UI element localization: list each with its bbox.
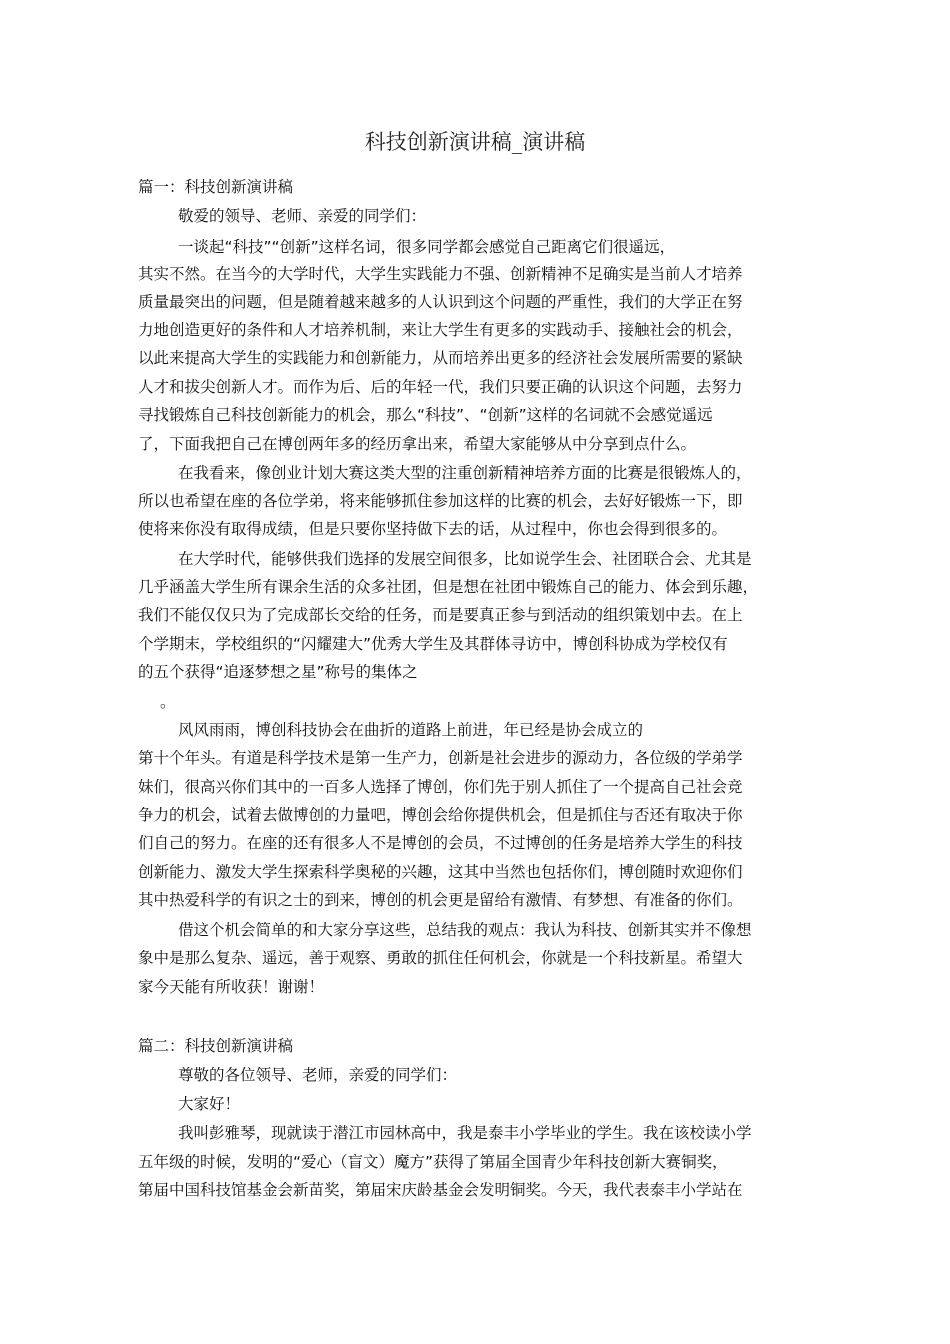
text-line: 第十个年头。有道是科学技术是第一生产力，创新是社会进步的源动力，各位级的学弟学	[138, 749, 743, 767]
text-line: 大家好！	[178, 1095, 241, 1113]
text-line: 五年级的时候，发明的“爱心（盲文）魔方”获得了第届全国青少年科技创新大赛铜奖，	[138, 1153, 728, 1171]
text-line: 在我看来，像创业计划大赛这类大型的注重创新精神培养方面的比赛是很锻炼人的，	[178, 464, 752, 482]
text-line: 创新能力、激发大学生探索科学奥秘的兴趣，这其中当然也包括你们，博创随时欢迎你们	[138, 863, 743, 881]
text-line: 其实不然。在当今的大学时代，大学生实践能力不强、创新精神不足确实是当前人才培养	[138, 265, 743, 283]
document-title: 科技创新演讲稿_演讲稿	[364, 130, 586, 154]
text-line: 所以也希望在座的各位学弟，将来能够抓住参加这样的比赛的机会，去好好锻炼一下，即	[138, 492, 743, 510]
section-heading: 篇二：科技创新演讲稿	[138, 1037, 294, 1055]
text-line: 几乎涵盖大学生所有课余生活的众多社团，但是想在社团中锻炼自己的能力、体会到乐趣，	[138, 578, 759, 596]
text-line: 人才和拔尖创新人才。而作为后、后的年轻一代，我们只要正确的认识这个问题，去努力	[138, 378, 743, 396]
text-line: 象中是那么复杂、遥远，善于观察、勇敢的抓住任何机会，你就是一个科技新星。希望大	[138, 949, 743, 967]
text-line: 了，下面我把自己在博创两年多的经历拿出来，希望大家能够从中分享到点什么。	[138, 435, 697, 453]
text-line: 寻找锻炼自己科技创新能力的机会，那么“科技”、“创新”这样的名词就不会感觉遥远	[138, 406, 713, 424]
greeting: 尊敬的各位领导、老师，亲爱的同学们：	[178, 1066, 458, 1084]
text-line: 。	[160, 693, 176, 711]
text-line: 风风雨雨，博创科技协会在曲折的道路上前进，年已经是协会成立的	[178, 721, 644, 739]
text-line: 的五个获得“追逐梦想之星”称号的集体之	[138, 663, 418, 681]
text-line: 我们不能仅仅只为了完成部长交给的任务，而是要真正参与到活动的组织策划中去。在上	[138, 606, 743, 624]
section-heading: 篇一：科技创新演讲稿	[138, 178, 294, 196]
text-line: 们自己的努力。在座的还有很多人不是博创的会员，不过博创的任务是培养大学生的科技	[138, 834, 743, 852]
text-line: 争力的机会，试着去做博创的力量吧，博创会给你提供机会，但是抓住与否还有取决于你	[138, 806, 743, 824]
text-line: 质量最突出的问题，但是随着越来越多的人认识到这个问题的严重性，我们的大学正在努	[138, 293, 743, 311]
greeting: 敬爱的领导、老师、亲爱的同学们：	[178, 207, 427, 225]
text-line: 使将来你没有取得成绩，但是只要你坚持做下去的话，从过程中，你也会得到很多的。	[138, 520, 728, 538]
text-line: 其中热爱科学的有识之士的到来，博创的机会更是留给有激情、有梦想、有准备的你们。	[138, 891, 743, 909]
text-line: 妹们，很高兴你们其中的一百多人选择了博创，你们先于别人抓住了一个提高自己社会竞	[138, 778, 743, 796]
text-line: 第届中国科技馆基金会新苗奖，第届宋庆龄基金会发明铜奖。今天，我代表泰丰小学站在	[138, 1181, 743, 1199]
text-line: 以此来提高大学生的实践能力和创新能力，从而培养出更多的经济社会发展所需要的紧缺	[138, 349, 743, 367]
text-line: 个学期末，学校组织的“闪耀建大”优秀大学生及其群体寻访中，博创科协成为学校仅有	[138, 635, 728, 653]
text-line: 一谈起“科技”“创新”这样名词，很多同学都会感觉自己距离它们很遥远，	[178, 238, 676, 256]
text-line: 家今天能有所收获！谢谢！	[138, 978, 325, 996]
text-line: 我叫彭雅琴，现就读于潜江市园林高中，我是泰丰小学毕业的学生。我在该校读小学	[178, 1124, 752, 1142]
text-line: 借这个机会简单的和大家分享这些，总结我的观点：我认为科技、创新其实并不像想	[178, 921, 752, 939]
text-line: 在大学时代，能够供我们选择的发展空间很多，比如说学生会、社团联合会、尤其是	[178, 550, 752, 568]
text-line: 力地创造更好的条件和人才培养机制，来让大学生有更多的实践动手、接触社会的机会，	[138, 321, 743, 339]
